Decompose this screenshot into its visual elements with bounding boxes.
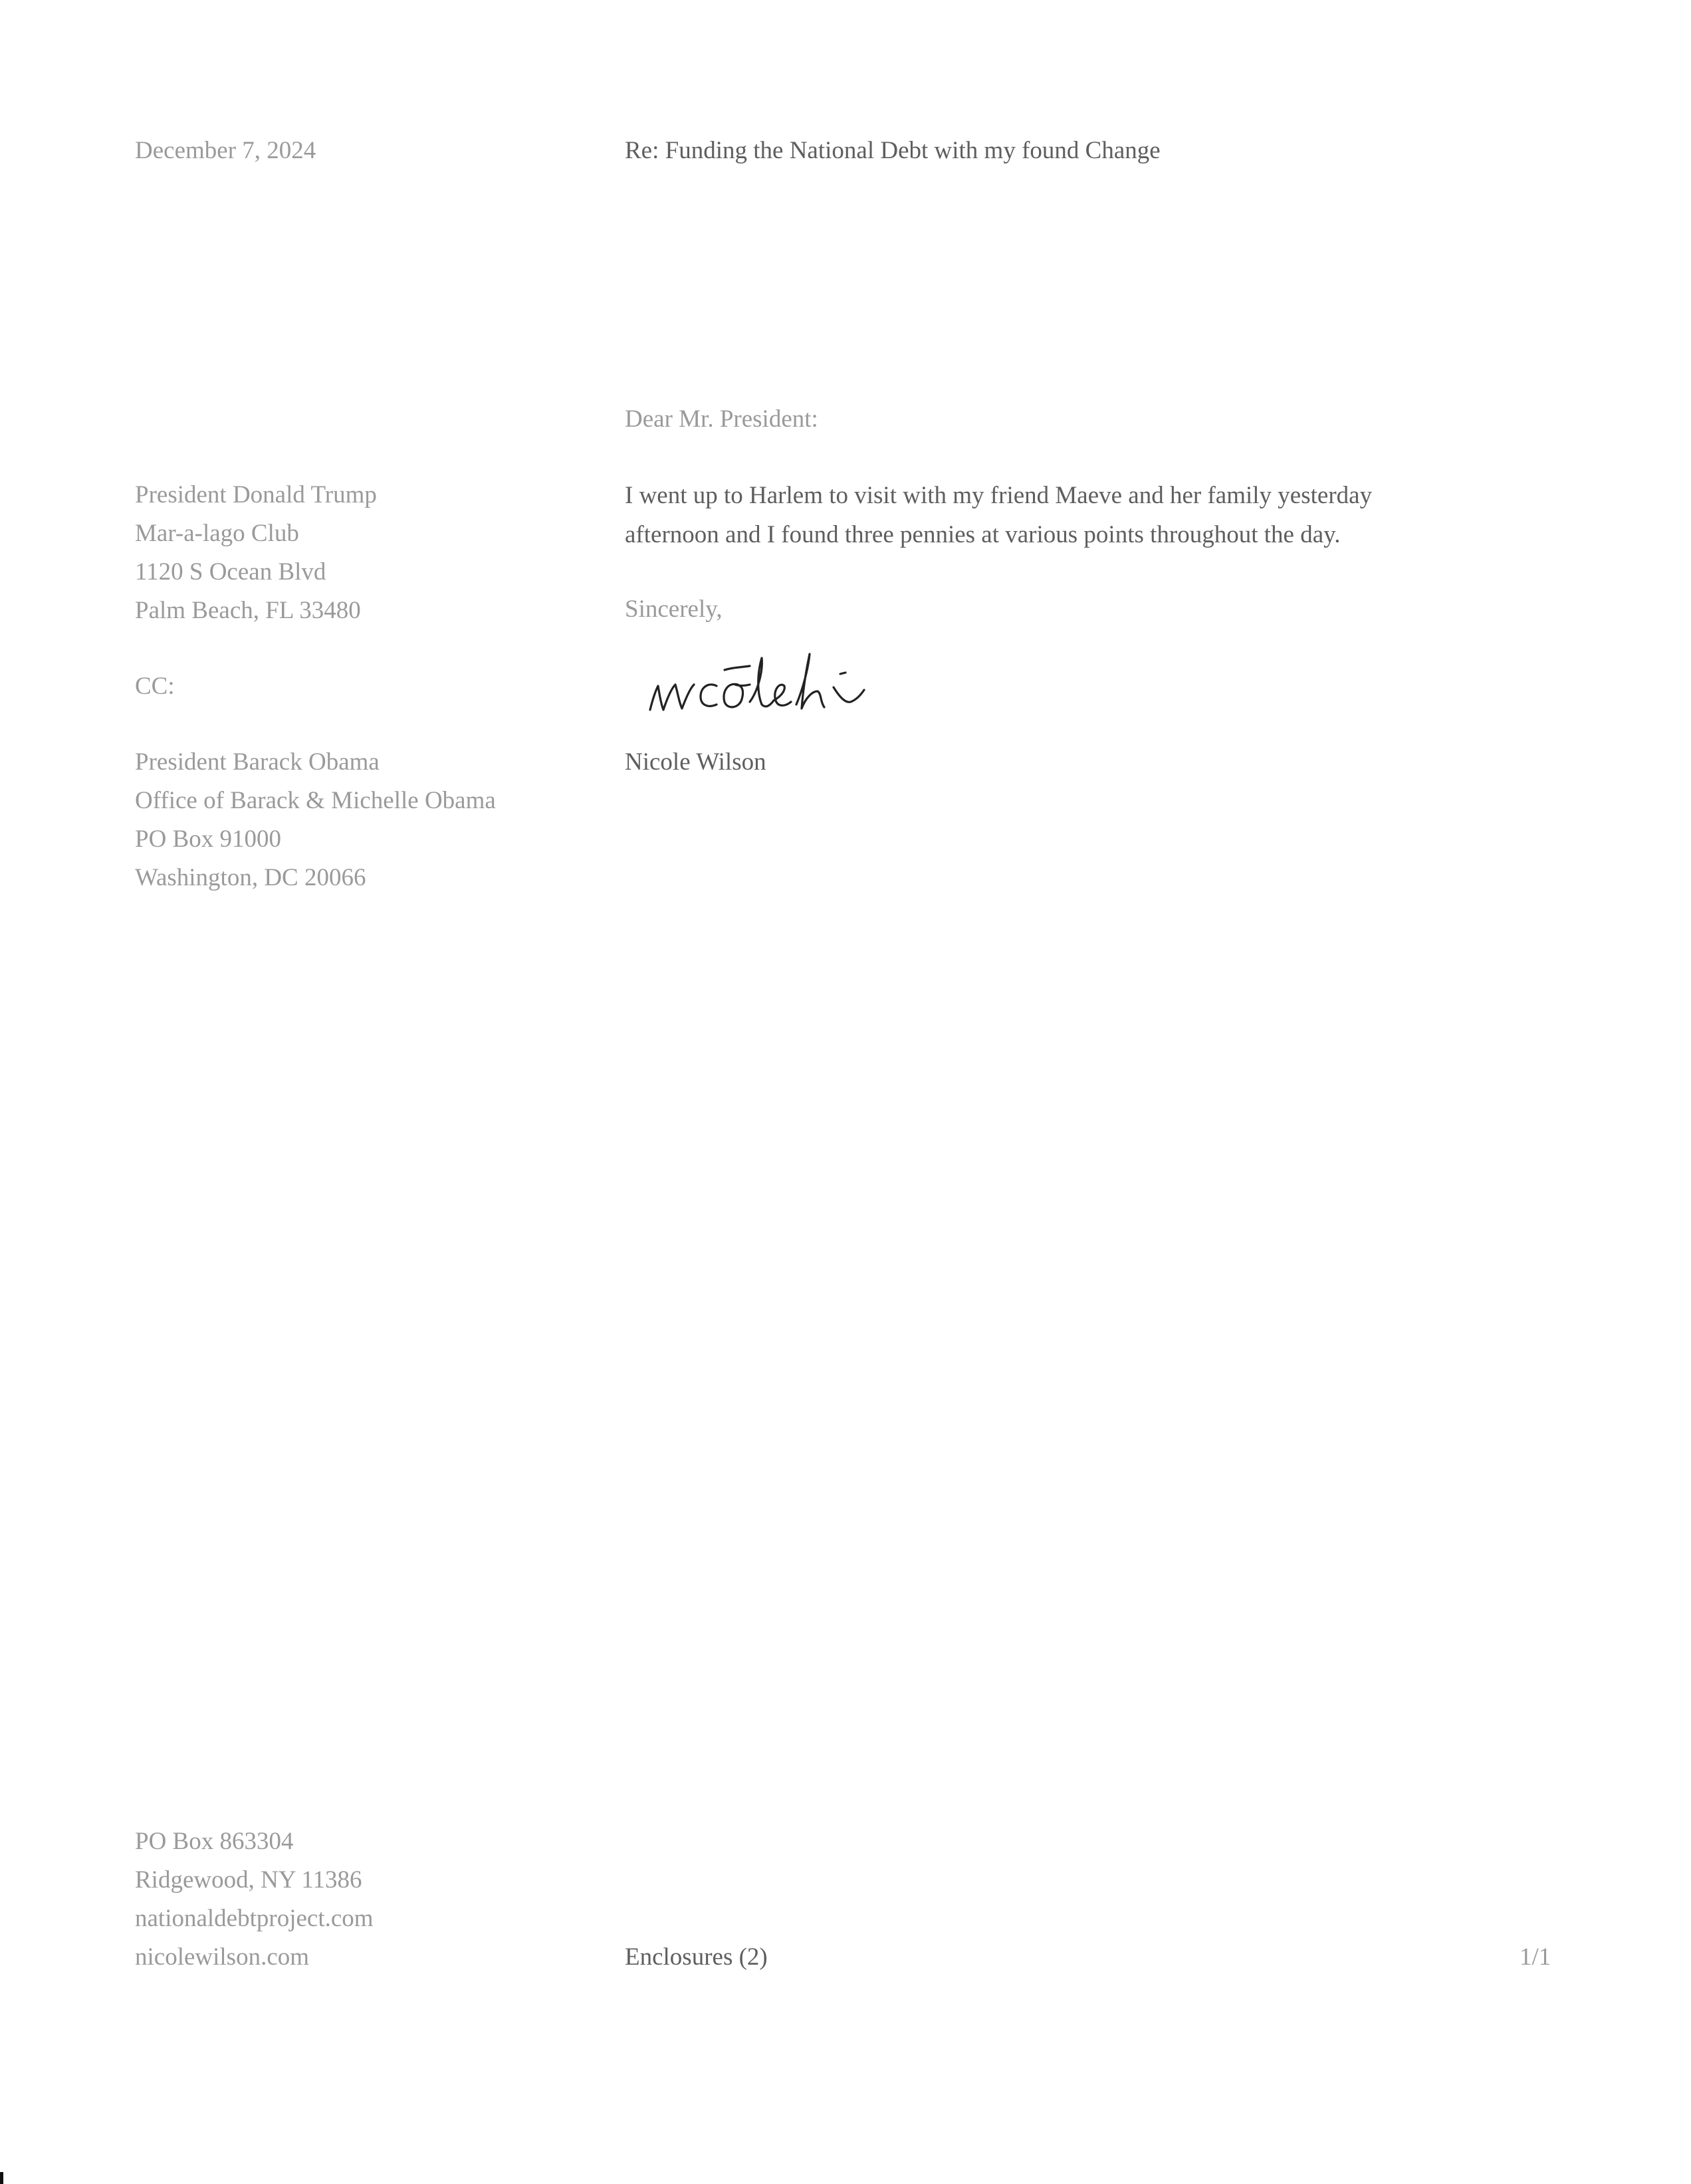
cc-label: CC: <box>135 673 175 700</box>
sender-address <box>135 1822 374 1977</box>
recipient-address <box>135 476 377 630</box>
salutation: Dear Mr. President: <box>625 405 818 433</box>
recipient-line: President Donald Trump <box>135 481 377 508</box>
recipient-line: 1120 S Ocean Blvd <box>135 558 326 586</box>
cc-line: President Barack Obama <box>135 748 380 776</box>
sender-line: Ridgewood, NY 11386 <box>135 1866 362 1894</box>
sender-line: nationaldebtproject.com <box>135 1905 374 1932</box>
cc-line: Office of Barack & Michelle Obama <box>135 787 496 814</box>
letter-subject: Re: Funding the National Debt with my found Change <box>625 137 1161 164</box>
page-number: 1/1 <box>1520 1943 1551 1971</box>
enclosures-note: Enclosures (2) <box>625 1943 768 1971</box>
scan-edge-mark <box>0 2172 3 2184</box>
sender-line: nicolewilson.com <box>135 1943 310 1971</box>
handwritten-signature <box>638 638 957 724</box>
recipient-line: Palm Beach, FL 33480 <box>135 597 361 624</box>
letter-body <box>625 476 1372 554</box>
cc-line: PO Box 91000 <box>135 825 281 853</box>
letter-date: December 7, 2024 <box>135 137 316 164</box>
cc-address <box>135 743 496 897</box>
cc-line: Washington, DC 20066 <box>135 864 366 891</box>
signature-name: Nicole Wilson <box>625 748 766 776</box>
sender-line: PO Box 863304 <box>135 1828 294 1855</box>
recipient-line: Mar-a-lago Club <box>135 520 299 547</box>
closing: Sincerely, <box>625 596 723 623</box>
body-line: I went up to Harlem to visit with my friend Maeve and her family yesterday <box>625 482 1373 509</box>
body-line: afternoon and I found three pennies at various points throughout the day. <box>625 521 1341 548</box>
